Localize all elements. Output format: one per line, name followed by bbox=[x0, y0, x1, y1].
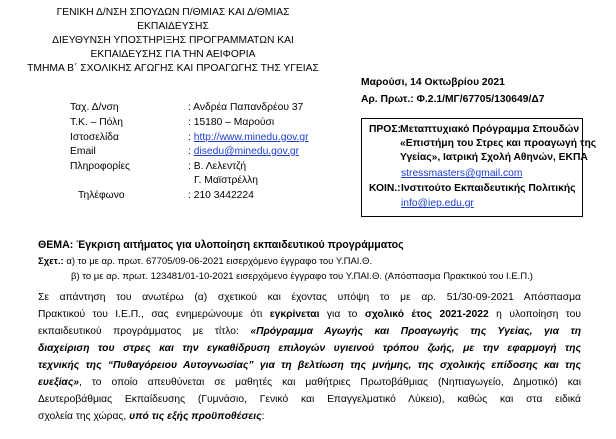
body-line-5: τεχνικής της “Πυθαγόρειου Αυτογνωσίας” για τη βελτίωση της μνήμης, της σχολικής επίδοσης και της bbox=[38, 360, 581, 371]
header-line-2: ΕΚΠΑΙΔΕΥΣΗΣ bbox=[137, 21, 209, 32]
body-line-2 bbox=[38, 306, 581, 323]
to-line-2: «Επιστήμη του Στρες και προαγωγή της bbox=[400, 138, 597, 149]
email-row bbox=[188, 146, 299, 157]
body-text: Πρακτικού του Ι.Ε.Π., σας ενημερώνουμε ότι bbox=[38, 309, 270, 320]
website-label: Ιστοσελίδα bbox=[70, 132, 119, 143]
cc-line-1: Ινστιτούτο Εκπαιδευτικής Πολιτικής bbox=[401, 183, 576, 194]
body-line-4: διαχείριση του στρες και την εγκαθίδρυση επιλογών υγιεινού τρόπου ζωής, με την εφαρμογή της bbox=[38, 343, 581, 354]
to-line-3: Υγείας», Ιατρική Σχολή Αθηνών, ΕΚΠΑ bbox=[400, 152, 588, 163]
body-line-1: Σε απάντηση του ανωτέρω (α) σχετικού και έχοντας υπόψη το με αρ. 51/30-09-2021 Απόσπασμα bbox=[38, 292, 581, 303]
program-title-end: ευεξίας» bbox=[38, 377, 80, 388]
subject-text: Έγκριση αιτήματος για υλοποίηση εκπαιδευτικού προγράμματος bbox=[73, 239, 404, 251]
body-text: : bbox=[261, 411, 265, 422]
conditions-emphasis: υπό τις εξής προϋποθέσεις bbox=[129, 411, 262, 422]
email-link[interactable]: disedu@minedu.gov.gr bbox=[193, 146, 300, 157]
document-date: Μαρούσι, 14 Οκτωβρίου 2021 bbox=[361, 77, 505, 88]
header-line-1: ΓΕΝΙΚΗ Δ/ΝΣΗ ΣΠΟΥΔΩΝ Π/ΘΜΙΑΣ ΚΑΙ Δ/ΘΜΙΑΣ bbox=[56, 7, 290, 18]
protocol-number: Αρ. Πρωτ.: Φ.2.1/ΜΓ/67705/130649/Δ7 bbox=[361, 94, 545, 105]
email-prefix: : bbox=[188, 146, 194, 157]
header-line-3: ΔΙΕΥΘΥΝΣΗ ΥΠΟΣΤΗΡΙΞΗΣ ΠΡΟΓΡΑΜΜΑΤΩΝ ΚΑΙ bbox=[52, 35, 294, 46]
body-line-6 bbox=[38, 374, 581, 391]
info-contact-2: Γ. Μαϊστρέλλη bbox=[194, 175, 258, 186]
to-email-link[interactable]: stressmasters@gmail.com bbox=[401, 168, 523, 179]
cc-label: ΚΟΙΝ.: bbox=[369, 183, 401, 194]
body-text: , το οποίο απευθύνεται σε μαθητές και μαθήτριες Πρωτοβάθμιας (Νηπιαγωγείο, Δημοτικό) και bbox=[79, 377, 581, 388]
postal-value: : 15180 – Μαρούσι bbox=[188, 117, 275, 128]
body-text: εκπαιδευτικού προγράμματος με τίτλο: bbox=[38, 326, 251, 337]
address-label: Ταχ. Δ/νση bbox=[70, 102, 119, 113]
info-contact-1: : Β. Λελεντζή bbox=[188, 161, 247, 172]
body-text: η υλοποίηση του bbox=[488, 309, 582, 320]
website-prefix: : bbox=[188, 132, 194, 143]
reference-a bbox=[38, 256, 372, 267]
email-label: Email bbox=[70, 146, 96, 157]
phone-label: Τηλέφωνο bbox=[78, 190, 125, 201]
website-row bbox=[188, 132, 309, 143]
body-text: σχολεία της χώρας, bbox=[38, 411, 130, 422]
body-text: για το bbox=[319, 309, 365, 320]
address-value: : Ανδρέα Παπανδρέου 37 bbox=[188, 102, 304, 113]
to-label: ΠΡΟΣ: bbox=[369, 124, 401, 135]
approved-emphasis: εγκρίνεται bbox=[269, 309, 320, 320]
body-line-3 bbox=[38, 323, 581, 340]
header-line-5: ΤΜΗΜΑ Β΄ ΣΧΟΛΙΚΗΣ ΑΓΩΓΗΣ ΚΑΙ ΠΡΟΑΓΩΓΗΣ ΤΗΣ ΥΓΕΙΑΣ bbox=[27, 63, 319, 74]
info-label: Πληροφορίες bbox=[70, 161, 130, 172]
reference-a-text: α) το με αρ. πρωτ. 67705/09-06-2021 εισερχόμενο έγγραφο του Υ.ΠΑΙ.Θ. bbox=[63, 256, 373, 267]
subject-label: ΘΕΜΑ: bbox=[38, 239, 74, 251]
program-title: «Πρόγραμμα Αγωγής και Προαγωγής της Υγείας, για τη bbox=[250, 326, 581, 337]
header-line-4: ΕΚΠΑΙΔΕΥΣΗΣ ΓΙΑ ΤΗΝ ΑΕΙΦΟΡΙΑ bbox=[90, 49, 256, 60]
subject-line bbox=[38, 239, 404, 251]
website-link[interactable]: http://www.minedu.gov.gr bbox=[193, 132, 309, 143]
phone-value: : 210 3442224 bbox=[188, 190, 254, 201]
body-line-7: Δευτεροβάθμιας Εκπαίδευσης (Γυμνάσιο, Γενικό και Επαγγελματικό Λύκειο), καθώς και στα ειδικά bbox=[38, 394, 581, 405]
reference-label: Σχετ.: bbox=[38, 256, 64, 267]
school-year-emphasis: σχολικό έτος 2021-2022 bbox=[364, 309, 489, 320]
postal-label: Τ.Κ. – Πόλη bbox=[70, 117, 124, 128]
to-line-1: Μεταπτυχιακό Πρόγραμμα Σπουδών bbox=[400, 124, 580, 135]
cc-email-link[interactable]: info@iep.edu.gr bbox=[401, 198, 474, 209]
body-line-8 bbox=[38, 408, 581, 425]
reference-b: β) το με αρ. πρωτ. 123481/01-10-2021 εισερχόμενο έγγραφο του Υ.ΠΑΙ.Θ. (Απόσπασμα Πρακτικού του Ι.Ε.Π.) bbox=[71, 271, 533, 282]
